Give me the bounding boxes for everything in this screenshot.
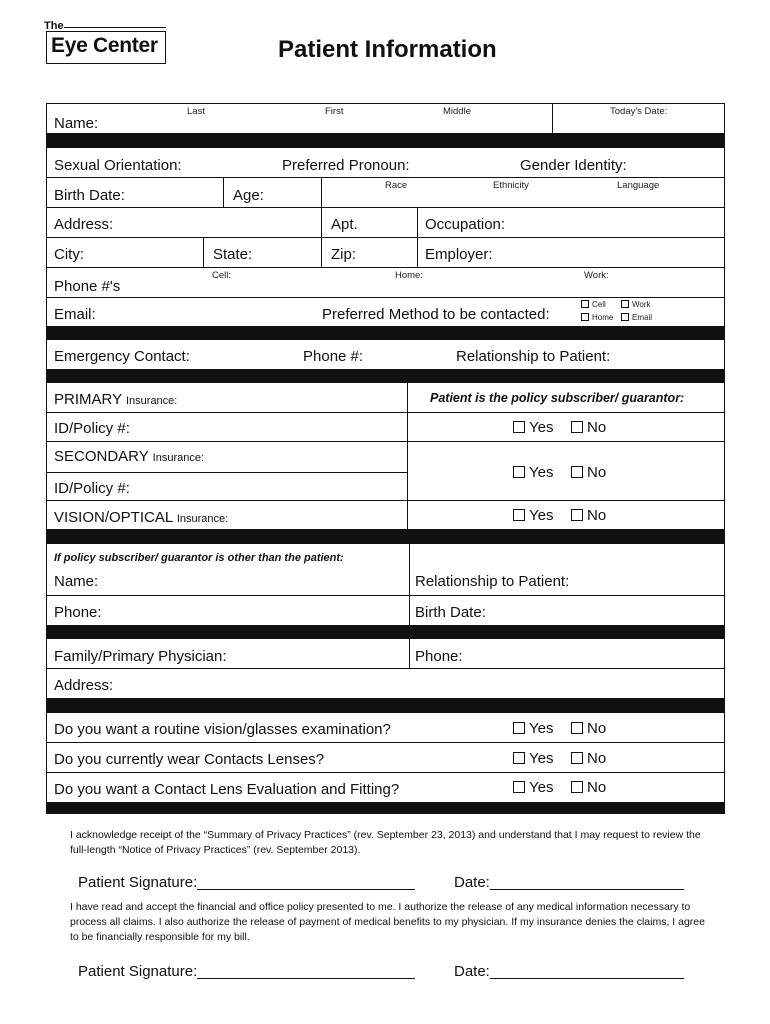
- language-caption: Language: [617, 180, 660, 191]
- vision-no[interactable]: No: [571, 507, 606, 524]
- physician-address-row: [47, 669, 724, 698]
- primary-no[interactable]: No: [571, 419, 606, 436]
- emergency-row: [47, 340, 724, 369]
- middle-caption: Middle: [443, 106, 471, 117]
- apt-label: Apt.: [331, 216, 358, 233]
- divider: [409, 639, 410, 668]
- physician-phone-label: Phone:: [415, 648, 463, 665]
- cell-option[interactable]: [581, 300, 606, 309]
- checkbox[interactable]: [513, 722, 525, 734]
- question-yes[interactable]: Yes: [513, 720, 553, 737]
- question-yes[interactable]: Yes: [513, 750, 553, 767]
- divider: [321, 238, 322, 267]
- question-no[interactable]: No: [571, 750, 606, 767]
- preferred-method-label: Preferred Method to be contacted:: [322, 306, 550, 323]
- subscriber-note: Patient is the policy subscriber/ guarantor:: [430, 391, 685, 405]
- phone-row: [47, 268, 724, 298]
- home-caption: Home:: [395, 270, 423, 281]
- last-caption: Last: [187, 106, 205, 117]
- signature-label: Patient Signature:: [78, 963, 198, 980]
- email-checkbox[interactable]: [621, 313, 629, 321]
- section-bar: [47, 802, 724, 814]
- emergency-contact-label: Emergency Contact:: [54, 348, 190, 365]
- section-bar: [47, 134, 724, 148]
- question-no[interactable]: No: [571, 779, 606, 796]
- section-bar: [47, 326, 724, 340]
- authorization-text: I have read and accept the financial and office policy presented to me. I authorize the release of any medical information necessary to process all claims. I also authorize the release of payment of medical benefits to my physician. If my insurance denies the claims, I agree to be financially responsible for my bill.: [70, 901, 705, 943]
- name-label: Name:: [54, 115, 99, 132]
- guarantor-name-row: [47, 544, 724, 596]
- secondary-row: [47, 442, 724, 472]
- logo-the: The: [44, 20, 64, 32]
- patient-form: [46, 103, 725, 814]
- name-row: [47, 104, 724, 134]
- guarantor-name-label: Name:: [54, 573, 99, 590]
- divider: [417, 208, 418, 237]
- signature-line-1: [78, 873, 415, 891]
- divider: [321, 178, 322, 207]
- question-label: Do you want a routine vision/glasses examination?: [54, 721, 391, 738]
- id-policy2-row: [47, 472, 724, 501]
- secondary-no[interactable]: No: [571, 464, 606, 481]
- date-field[interactable]: [490, 873, 684, 890]
- physician-address-label: Address:: [54, 677, 114, 694]
- city-row: [47, 238, 724, 268]
- vision-row: [47, 501, 724, 529]
- question-row: [47, 743, 724, 773]
- guarantor-phone-label: Phone:: [54, 604, 102, 621]
- question-yes[interactable]: Yes: [513, 779, 553, 796]
- phone-label: Phone #'s: [54, 278, 121, 295]
- checkbox[interactable]: [513, 509, 525, 521]
- vision-label: VISION/OPTICAL Insurance:: [54, 509, 229, 526]
- secondary-yes[interactable]: Yes: [513, 464, 553, 481]
- cell-caption: Cell:: [212, 270, 232, 281]
- id-policy-label: ID/Policy #:: [54, 420, 130, 437]
- address-label: Address:: [54, 216, 114, 233]
- guarantor-birth-label: Birth Date:: [415, 604, 486, 621]
- gender-label: Gender Identity:: [520, 157, 627, 174]
- section-bar: [47, 369, 724, 383]
- divider: [203, 238, 204, 267]
- orientation-label: Sexual Orientation:: [54, 157, 182, 174]
- divider: [321, 208, 322, 237]
- checkbox[interactable]: [571, 509, 583, 521]
- race-caption: Race: [385, 180, 408, 191]
- checkbox[interactable]: [571, 752, 583, 764]
- checkbox[interactable]: [571, 722, 583, 734]
- birth-row: [47, 178, 724, 208]
- home-option-label: Home: [592, 313, 614, 322]
- vision-yes[interactable]: Yes: [513, 507, 553, 524]
- first-caption: First: [325, 106, 344, 117]
- email-option-label: Email: [632, 313, 653, 322]
- cell-option-label: Cell: [592, 300, 606, 309]
- pronoun-label: Preferred Pronoun:: [282, 157, 410, 174]
- checkbox[interactable]: [571, 421, 583, 433]
- city-label: City:: [54, 246, 84, 263]
- page-title: Patient Information: [278, 36, 497, 63]
- email-row: [47, 298, 724, 326]
- cell-checkbox[interactable]: [581, 300, 589, 308]
- question-row: [47, 713, 724, 743]
- age-label: Age:: [233, 187, 264, 204]
- secondary-label: SECONDARY Insurance:: [54, 448, 205, 465]
- work-option-label: Work: [632, 300, 651, 309]
- home-checkbox[interactable]: [581, 313, 589, 321]
- divider: [552, 104, 553, 133]
- emergency-phone-label: Phone #:: [303, 348, 364, 365]
- question-row: [47, 773, 724, 802]
- divider: [223, 178, 224, 207]
- email-label: Email:: [54, 306, 96, 323]
- physician-row: [47, 639, 724, 669]
- checkbox[interactable]: [513, 421, 525, 433]
- birth-date-label: Birth Date:: [54, 187, 125, 204]
- work-caption: Work:: [584, 270, 609, 281]
- date-label: Date:: [454, 963, 490, 980]
- work-checkbox[interactable]: [621, 300, 629, 308]
- primary-row: [47, 383, 724, 413]
- checkbox[interactable]: [513, 752, 525, 764]
- checkbox[interactable]: [571, 781, 583, 793]
- work-option[interactable]: [621, 300, 651, 309]
- question-label: Do you currently wear Contacts Lenses?: [54, 751, 325, 768]
- signature-line-2: [78, 962, 415, 980]
- signature-field[interactable]: [197, 873, 415, 890]
- emergency-relationship-label: Relationship to Patient:: [456, 348, 611, 365]
- primary-label: PRIMARY Insurance:: [54, 391, 178, 408]
- employer-label: Employer:: [425, 246, 493, 263]
- date-field[interactable]: [490, 962, 684, 979]
- state-label: State:: [213, 246, 253, 263]
- acknowledgement-text: I acknowledge receipt of the “Summary of Privacy Practices” (rev. September 23, 2013) and understand that I may request to review the full-length “Notice of Privacy Practices” (rev. September 2013).: [70, 829, 701, 856]
- divider: [417, 238, 418, 267]
- logo-name: Eye Center: [51, 34, 158, 57]
- todays-date-caption: Today's Date:: [610, 106, 668, 117]
- question-label: Do you want a Contact Lens Evaluation and Fitting?: [54, 781, 400, 798]
- section-bar: [47, 698, 724, 713]
- section-bar: [47, 625, 724, 639]
- guarantor-phone-row: [47, 596, 724, 625]
- signature-field[interactable]: [197, 962, 415, 979]
- date-line-2: [454, 962, 684, 980]
- physician-label: Family/Primary Physician:: [54, 648, 227, 665]
- question-no[interactable]: No: [571, 720, 606, 737]
- guarantor-note: If policy subscriber/ guarantor is other than the patient:: [54, 552, 344, 564]
- signature-label: Patient Signature:: [78, 874, 198, 891]
- guarantor-relationship-label: Relationship to Patient:: [415, 573, 570, 590]
- email-option[interactable]: [621, 313, 652, 322]
- checkbox[interactable]: [513, 781, 525, 793]
- logo-rule: [64, 27, 166, 28]
- id-policy-row: [47, 413, 724, 442]
- zip-label: Zip:: [331, 246, 357, 263]
- date-line-1: [454, 873, 684, 891]
- date-label: Date:: [454, 874, 490, 891]
- address-row: [47, 208, 724, 238]
- id-policy2-label: ID/Policy #:: [54, 480, 130, 497]
- ethnicity-caption: Ethnicity: [493, 180, 529, 191]
- identity-row: [47, 148, 724, 178]
- primary-yes[interactable]: Yes: [513, 419, 553, 436]
- occupation-label: Occupation:: [425, 216, 506, 233]
- section-bar: [47, 529, 724, 544]
- home-option[interactable]: [581, 313, 613, 322]
